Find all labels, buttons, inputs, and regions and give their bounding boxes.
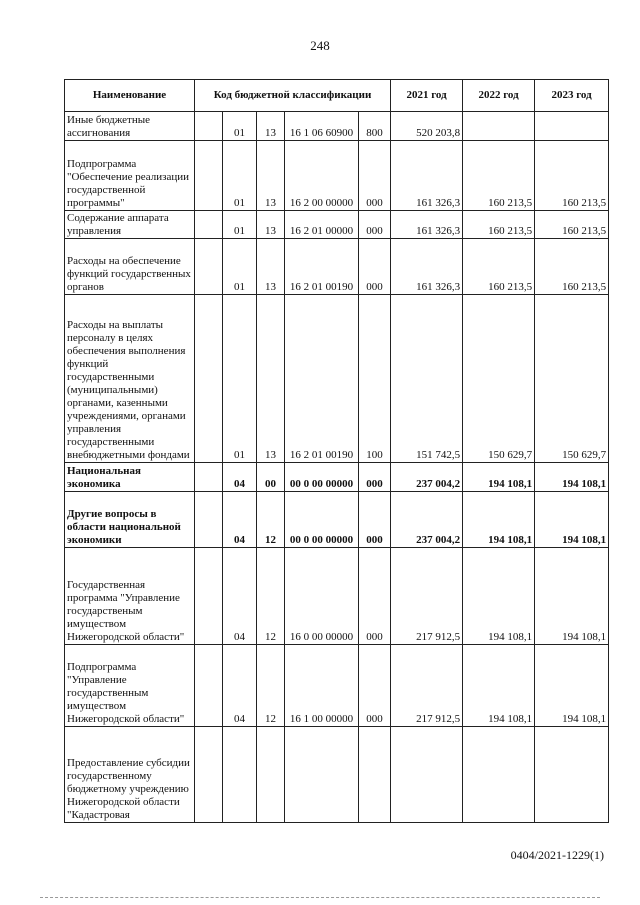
cell-2023: 194 108,1 [535,463,609,492]
cell-name: Иные бюджетные ассигнования [65,112,195,141]
cell-expense-type: 000 [359,141,391,211]
scan-artifact-line [40,897,600,898]
cell-name: Другие вопросы в области национальной экономики [65,492,195,548]
cell-code-1 [195,239,223,295]
cell-subsection [257,727,285,823]
table-row [65,239,609,295]
table-row [65,295,609,463]
cell-2023 [535,727,609,823]
cell-code-1 [195,463,223,492]
table-row [65,727,609,823]
cell-2022 [463,112,535,141]
cell-section: 01 [223,239,257,295]
cell-section: 01 [223,141,257,211]
cell-target-article: 16 1 00 00000 [285,645,359,727]
cell-target-article [285,727,359,823]
cell-target-article: 16 2 00 00000 [285,141,359,211]
cell-2021 [391,727,463,823]
cell-target-article: 00 0 00 00000 [285,463,359,492]
cell-target-article: 16 2 01 00190 [285,295,359,463]
cell-subsection: 13 [257,239,285,295]
cell-code-1 [195,492,223,548]
cell-name: Подпрограмма "Обеспечение реализации государственной программы" [65,141,195,211]
cell-2021: 161 326,3 [391,141,463,211]
header-code: Код бюджетной классификации [195,80,391,112]
cell-expense-type: 000 [359,548,391,645]
cell-name: Предоставление субсидии государственному бюджетному учреждению Нижегородской области "Кадастровая [65,727,195,823]
cell-target-article: 16 2 01 00000 [285,211,359,239]
cell-code-1 [195,295,223,463]
cell-code-1 [195,548,223,645]
cell-target-article: 16 1 06 60900 [285,112,359,141]
cell-2023: 160 213,5 [535,211,609,239]
cell-expense-type: 000 [359,211,391,239]
cell-expense-type: 000 [359,463,391,492]
cell-code-1 [195,112,223,141]
table-row [65,112,609,141]
cell-section: 04 [223,463,257,492]
cell-code-1 [195,645,223,727]
table-row [65,211,609,239]
cell-section: 01 [223,295,257,463]
table-row [65,548,609,645]
cell-name: Подпрограмма "Управление государственным имуществом Нижегородской области" [65,645,195,727]
cell-2022: 194 108,1 [463,548,535,645]
cell-code-1 [195,141,223,211]
cell-name: Национальная экономика [65,463,195,492]
cell-expense-type [359,727,391,823]
cell-subsection: 13 [257,112,285,141]
budget-table [64,79,609,823]
cell-target-article: 16 2 01 00190 [285,239,359,295]
cell-2021: 237 004,2 [391,492,463,548]
cell-2021: 151 742,5 [391,295,463,463]
header-name: Наименование [65,80,195,112]
cell-name: Расходы на выплаты персоналу в целях обеспечения выполнения функций государственными (муниципальными) органами, казенными учреждениями, органами управления государственными внебюджетными фондами [65,295,195,463]
cell-section: 04 [223,645,257,727]
cell-subsection: 13 [257,295,285,463]
cell-2021: 237 004,2 [391,463,463,492]
table-header-row [65,80,609,112]
cell-code-1 [195,211,223,239]
cell-target-article: 00 0 00 00000 [285,492,359,548]
cell-2022: 150 629,7 [463,295,535,463]
document-code: 0404/2021-1229(1) [510,848,604,862]
cell-name: Содержание аппарата управления [65,211,195,239]
cell-subsection: 00 [257,463,285,492]
cell-2022: 194 108,1 [463,463,535,492]
cell-subsection: 12 [257,645,285,727]
cell-2022: 160 213,5 [463,211,535,239]
cell-2023: 194 108,1 [535,492,609,548]
cell-name: Государственная программа "Управление государственым имуществом Нижегородской области" [65,548,195,645]
cell-section: 04 [223,492,257,548]
cell-2023: 194 108,1 [535,548,609,645]
cell-section: 01 [223,112,257,141]
table-row [65,645,609,727]
cell-section: 01 [223,211,257,239]
cell-2023: 194 108,1 [535,645,609,727]
cell-section [223,727,257,823]
cell-subsection: 13 [257,141,285,211]
cell-expense-type: 000 [359,239,391,295]
cell-target-article: 16 0 00 00000 [285,548,359,645]
cell-expense-type: 100 [359,295,391,463]
cell-section: 04 [223,548,257,645]
header-2021: 2021 год [391,80,463,112]
cell-expense-type: 800 [359,112,391,141]
cell-2023: 150 629,7 [535,295,609,463]
cell-subsection: 12 [257,492,285,548]
cell-expense-type: 000 [359,492,391,548]
cell-2021: 520 203,8 [391,112,463,141]
cell-subsection: 12 [257,548,285,645]
header-2023: 2023 год [535,80,609,112]
table-row [65,463,609,492]
cell-name: Расходы на обеспечение функций государственных органов [65,239,195,295]
cell-2021: 161 326,3 [391,211,463,239]
cell-2021: 161 326,3 [391,239,463,295]
cell-subsection: 13 [257,211,285,239]
cell-code-1 [195,727,223,823]
table-body [65,112,609,823]
cell-2021: 217 912,5 [391,548,463,645]
table-row [65,492,609,548]
page-number: 248 [310,38,330,53]
cell-2022: 160 213,5 [463,141,535,211]
header-2022: 2022 год [463,80,535,112]
cell-2023 [535,112,609,141]
cell-2023: 160 213,5 [535,239,609,295]
table-row [65,141,609,211]
cell-expense-type: 000 [359,645,391,727]
cell-2022: 194 108,1 [463,645,535,727]
cell-2022 [463,727,535,823]
cell-2022: 194 108,1 [463,492,535,548]
cell-2022: 160 213,5 [463,239,535,295]
cell-2023: 160 213,5 [535,141,609,211]
cell-2021: 217 912,5 [391,645,463,727]
